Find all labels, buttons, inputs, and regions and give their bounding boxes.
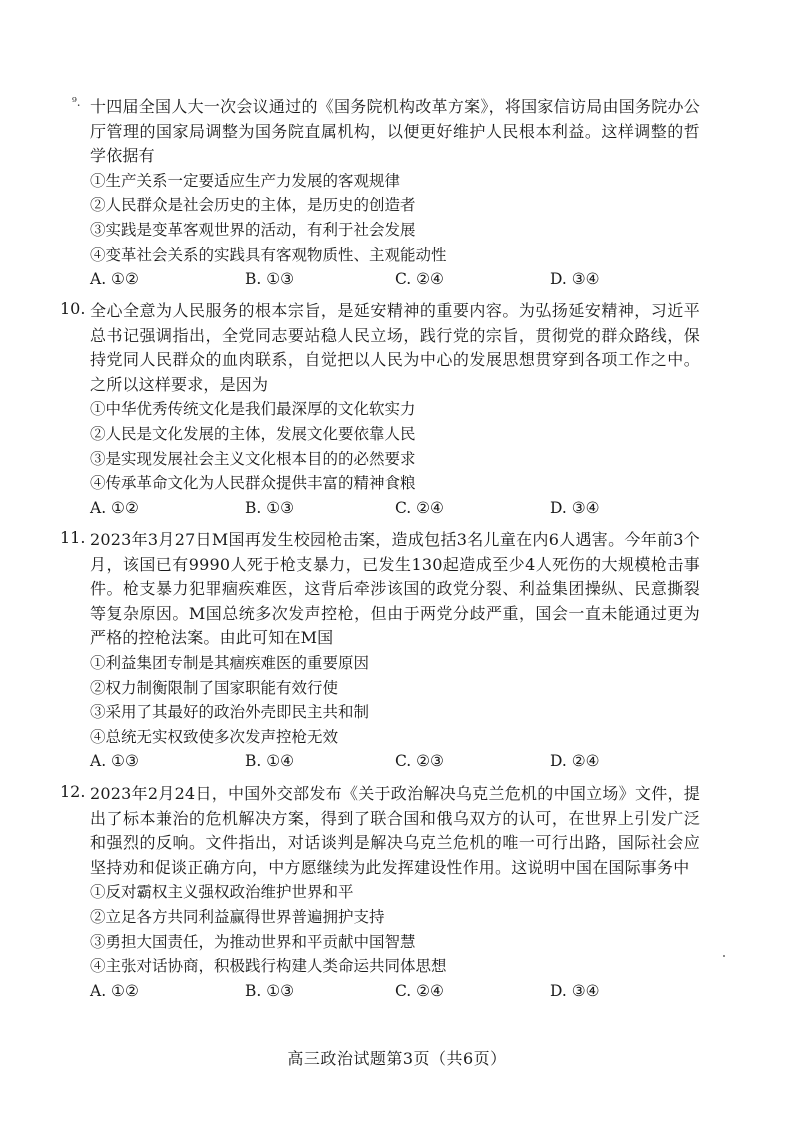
- question-stem: 全心全意为人民服务的根本宗旨，是延安精神的重要内容。为弘扬延安精神，习近平总书记强调指出，全党同志要站稳人民立场，践行党的宗旨，贯彻党的群众路线，保持党同人民群众的血肉联系，自觉把以人民为中心的发展思想贯穿到各项工作之中。之所以这样要求，是因为: [90, 301, 700, 394]
- option-3: ③采用了其最好的政治外壳即民主共和制: [90, 703, 370, 722]
- answer-choices: [90, 267, 700, 291]
- choice-c: C. ②④: [395, 981, 444, 1000]
- choice-a: A. ①②: [90, 270, 139, 289]
- question-stem: 2023年3月27日M国再发生校园枪击案，造成包括3名儿童在内6人遇害。今年前3个月，该国已有9990人死于枪支暴力，已发生130起造成至少4人死伤的大规模枪击事件。枪支暴力犯罪痼疾难医，这背后牵涉该国的政党分裂、利益集团操纵、民意撕裂等复杂原因。M国总统多次发声控枪，但由于两党分歧严重，国会一直未能通过更为严格的控枪法案。由此可知在M国: [90, 530, 700, 648]
- question-stem: 十四届全国人大一次会议通过的《国务院机构改革方案》，将国家信访局由国务院办公厅管理的国家局调整为国务院直属机构，以便更好维护人民根本利益。这样调整的哲学依据有: [90, 97, 700, 166]
- question-number-fragment: ⁹.: [72, 95, 81, 109]
- choice-b: B. ①③: [245, 270, 295, 289]
- choice-c: C. ②④: [395, 498, 444, 517]
- choice-a: A. ①②: [90, 498, 139, 517]
- option-4: ④主张对话协商，积极践行构建人类命运共同体思想: [90, 957, 447, 976]
- choice-d: D. ②④: [550, 752, 600, 771]
- question-12: [60, 782, 700, 1003]
- option-3: ③实践是变革客观世界的活动，有利于社会发展: [90, 220, 416, 239]
- question-10: [60, 299, 700, 520]
- option-4: ④传承革命文化为人民群众提供丰富的精神食粮: [90, 474, 416, 493]
- option-2: ②立足各方共同利益赢得世界普遍拥护支持: [90, 907, 385, 926]
- choice-c: C. ②④: [395, 270, 444, 289]
- choice-d: D. ③④: [550, 981, 600, 1000]
- option-2: ②人民是文化发展的主体，发展文化要依靠人民: [90, 424, 416, 443]
- option-1: ①利益集团专制是其痼疾难医的重要原因: [90, 653, 370, 672]
- option-1: ①反对霸权主义强权政治维护世界和平: [90, 883, 354, 902]
- answer-choices: [90, 749, 700, 773]
- question-number: 12.: [60, 782, 86, 801]
- answer-choices: [90, 979, 700, 1003]
- question-9: [90, 95, 700, 291]
- option-2: ②人民群众是社会历史的主体，是历史的创造者: [90, 196, 416, 215]
- question-11: [60, 528, 700, 773]
- option-3: ③是实现发展社会主义文化根本目的的必然要求: [90, 449, 416, 468]
- option-4: ④变革社会关系的实践具有客观物质性、主观能动性: [90, 245, 447, 264]
- option-4: ④总统无实权致使多次发声控枪无效: [90, 727, 339, 746]
- option-1: ①生产关系一定要适应生产力发展的客观规律: [90, 171, 401, 190]
- page-footer: 高三政治试题第3页（共6页）: [287, 1049, 507, 1068]
- option-2: ②权力制衡限制了国家职能有效行使: [90, 678, 339, 697]
- choice-a: A. ①②: [90, 981, 139, 1000]
- question-number: 10.: [60, 299, 86, 318]
- option-1: ①中华优秀传统文化是我们最深厚的文化软实力: [90, 400, 416, 419]
- choice-d: D. ③④: [550, 498, 600, 517]
- choice-d: D. ③④: [550, 270, 600, 289]
- choice-b: B. ①③: [245, 498, 295, 517]
- question-number: 11.: [60, 528, 86, 547]
- question-stem: 2023年2月24日，中国外交部发布《关于政治解决乌克兰危机的中国立场》文件，提出了标本兼治的危机解决方案，得到了联合国和俄乌双方的认可，在世界上引发广泛和强烈的反响。文件指出，对话谈判是解决乌克兰危机的唯一可行出路，国际社会应坚持劝和促谈正确方向，中方愿继续为此发挥建设性作用。这说明中国在国际事务中: [90, 784, 700, 877]
- option-3: ③勇担大国责任，为推动世界和平贡献中国智慧: [90, 932, 416, 951]
- choice-b: B. ①③: [245, 981, 295, 1000]
- choice-a: A. ①③: [90, 752, 139, 771]
- choice-c: C. ②③: [395, 752, 444, 771]
- choice-b: B. ①④: [245, 752, 295, 771]
- scan-speck: [723, 955, 725, 957]
- answer-choices: [90, 496, 700, 520]
